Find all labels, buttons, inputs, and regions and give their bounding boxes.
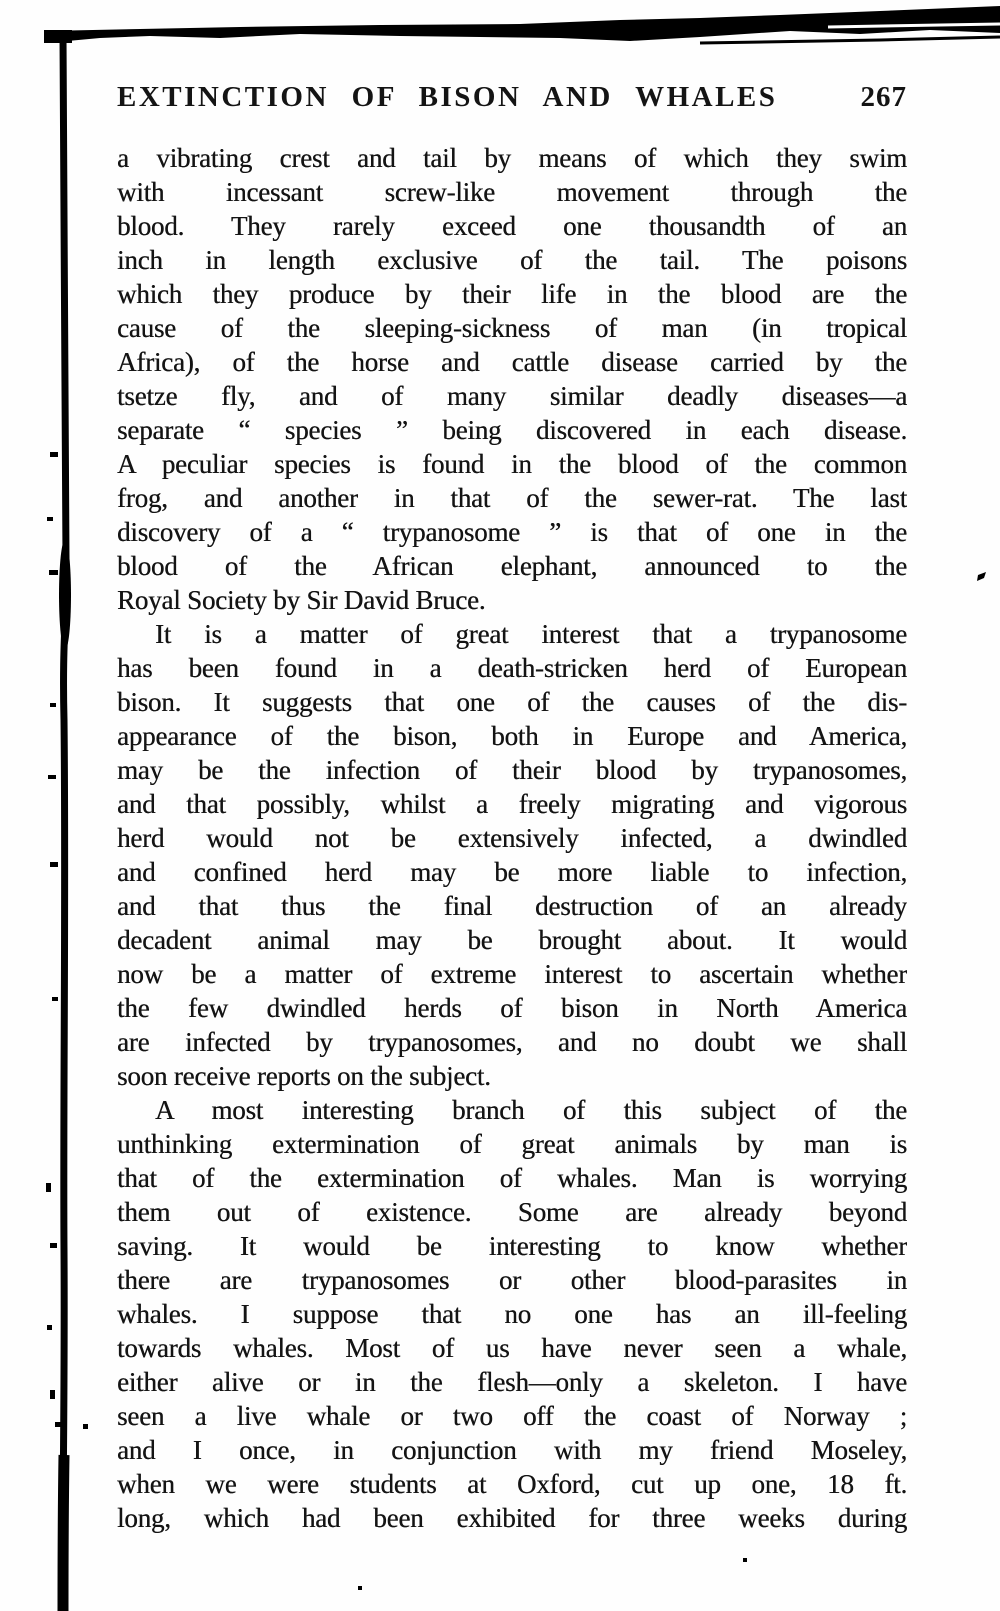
ink-speck	[358, 1586, 362, 1590]
text-line: and confined herd may be more liable to infection,	[117, 857, 907, 887]
text-line: them out of existence. Some are already beyond	[117, 1197, 907, 1227]
text-line: decadent animal may be brought about. It would	[117, 925, 907, 955]
ink-speck	[47, 1325, 52, 1330]
text-line: may be the infection of their blood by trypanosomes,	[117, 755, 907, 785]
ink-speck	[49, 570, 58, 575]
text-line: blood of the African elephant, announced to the	[117, 551, 907, 581]
text-line: when we were students at Oxford, cut up one, 18 ft.	[117, 1469, 907, 1499]
ink-speck	[52, 997, 58, 1001]
page-header	[117, 80, 907, 114]
text-line: long, which had been exhibited for three weeks during	[117, 1503, 907, 1533]
ink-speck	[83, 1424, 88, 1429]
text-line: inch in length exclusive of the tail. The poisons	[117, 245, 907, 275]
scan-shadow-streak-white	[828, 24, 1000, 27]
text-line: are infected by trypanosomes, and no doubt we shall	[117, 1027, 907, 1057]
ink-speck	[50, 452, 58, 457]
page-number: 267	[860, 81, 907, 113]
text-line: saving. It would be interesting to know whether	[117, 1231, 907, 1261]
text-line: tsetze fly, and of many similar deadly diseases—a	[117, 381, 907, 411]
text-line: cause of the sleeping-sickness of man (in tropical	[117, 313, 907, 343]
scan-shadow-streak-lower	[700, 37, 1000, 43]
text-line: and I once, in conjunction with my friend Moseley,	[117, 1435, 907, 1465]
text-line: a vibrating crest and tail by means of which they swim	[117, 143, 907, 173]
text-line: Africa), of the horse and cattle disease carried by the	[117, 347, 907, 377]
text-line: discovery of a “ trypanosome ” is that of one in the	[117, 517, 907, 547]
text-line: bison. It suggests that one of the causes of the dis-	[117, 687, 907, 717]
text-line: It is a matter of great interest that a trypanosome	[155, 619, 907, 649]
page-body	[117, 141, 907, 1535]
ink-speck	[48, 775, 56, 779]
ink-speck	[50, 862, 58, 867]
text-line: which they produce by their life in the blood are the	[117, 279, 907, 309]
text-line: A most interesting branch of this subject of the	[155, 1095, 907, 1125]
text-line: A peculiar species is found in the blood of the common	[117, 449, 907, 479]
running-head: EXTINCTION OF BISON AND WHALES	[117, 81, 778, 113]
text-line: and that thus the final destruction of an already	[117, 891, 907, 921]
scan-edge-line-left	[63, 36, 66, 1611]
text-line: separate “ species ” being discovered in each disease.	[117, 415, 907, 445]
scan-shadow-top	[46, 6, 1000, 43]
text-line: with incessant screw-like movement through the	[117, 177, 907, 207]
scan-edge-line-left-thick-bottom	[63, 1455, 64, 1611]
text-line: there are trypanosomes or other blood-parasites in	[117, 1265, 907, 1295]
text-line: the few dwindled herds of bison in North America	[117, 993, 907, 1023]
ink-speck	[50, 1243, 57, 1248]
text-line: seen a live whale or two off the coast of Norway ;	[117, 1401, 907, 1431]
ink-speck	[47, 517, 53, 521]
text-line: either alive or in the flesh—only a skeleton. I have	[117, 1367, 907, 1397]
text-line: unthinking extermination of great animals by man is	[117, 1129, 907, 1159]
ink-speck	[46, 1183, 51, 1192]
text-line: frog, and another in that of the sewer-rat. The last	[117, 483, 907, 513]
text-line: herd would not be extensively infected, a dwindled	[117, 823, 907, 853]
text-line: Royal Society by Sir David Bruce.	[117, 585, 486, 615]
text-line: has been found in a death-stricken herd of European	[117, 653, 907, 683]
text-line: soon receive reports on the subject.	[117, 1061, 491, 1091]
ink-speck	[55, 1422, 61, 1427]
text-line: appearance of the bison, both in Europe and America,	[117, 721, 907, 751]
scan-shadow-corner-blob	[44, 30, 72, 43]
text-line: and that possibly, whilst a freely migrating and vigorous	[117, 789, 907, 819]
ink-speck	[50, 703, 56, 707]
scan-edge-line-bulge	[59, 540, 71, 650]
text-line: that of the extermination of whales. Man is worrying	[117, 1163, 907, 1193]
text-line: now be a matter of extreme interest to ascertain whether	[117, 959, 907, 989]
ink-speck	[743, 1558, 747, 1562]
ink-speck	[977, 572, 986, 581]
text-line: whales. I suppose that no one has an ill-feeling	[117, 1299, 907, 1329]
text-line: towards whales. Most of us have never seen a whale,	[117, 1333, 907, 1363]
text-line: blood. They rarely exceed one thousandth of an	[117, 211, 907, 241]
ink-speck	[50, 1390, 55, 1399]
